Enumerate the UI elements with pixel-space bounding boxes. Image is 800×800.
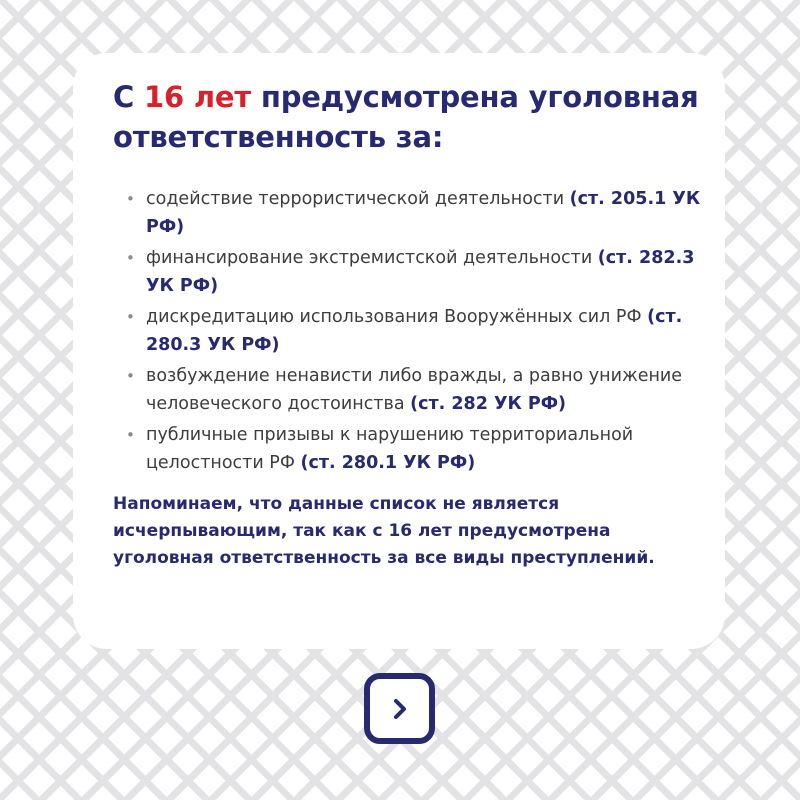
item-text: возбуждение ненависти либо вражды, а равно унижение человеческого достоинства: [146, 366, 683, 414]
bullet-icon: •: [126, 190, 135, 208]
item-text: дискредитацию использования Вооружённых сил РФ: [146, 307, 648, 327]
list-item: [113, 244, 705, 300]
title-accent: 16 лет: [143, 80, 251, 114]
item-ref: (ст. 282.3 УК РФ): [146, 248, 695, 296]
reminder-note: Напоминаем, что данные список не является исчерпывающим, так как с 16 лет предусмотрена уголовная ответственность за все виды преступлений.: [113, 494, 655, 568]
next-button[interactable]: [364, 673, 435, 744]
info-card: [73, 53, 725, 649]
chevron-right-icon: [387, 696, 413, 722]
item-ref: (ст. 282 УК РФ): [410, 394, 567, 414]
list-item: [113, 303, 705, 359]
title-rest: предусмотрена уголовная ответственность за:: [113, 80, 699, 154]
item-text: финансирование экстремистской деятельности: [146, 248, 598, 268]
list-item: [113, 185, 705, 241]
bullet-icon: •: [126, 367, 135, 385]
item-ref: (ст. 280.3 УК РФ): [146, 307, 683, 355]
bullet-icon: •: [126, 249, 135, 267]
page-title: [113, 77, 705, 157]
list-item: [113, 362, 705, 418]
title-prefix: С: [113, 80, 144, 114]
item-ref: (ст. 280.1 УК РФ): [300, 453, 476, 473]
bullet-icon: •: [126, 426, 135, 444]
list-item: [113, 421, 705, 477]
offense-list: [113, 185, 705, 477]
item-ref: (ст. 205.1 УК РФ): [146, 189, 701, 237]
bullet-icon: •: [126, 308, 135, 326]
item-text: публичные призывы к нарушению территориальной целостности РФ: [146, 425, 634, 473]
item-text: содействие террористической деятельности: [146, 189, 570, 209]
